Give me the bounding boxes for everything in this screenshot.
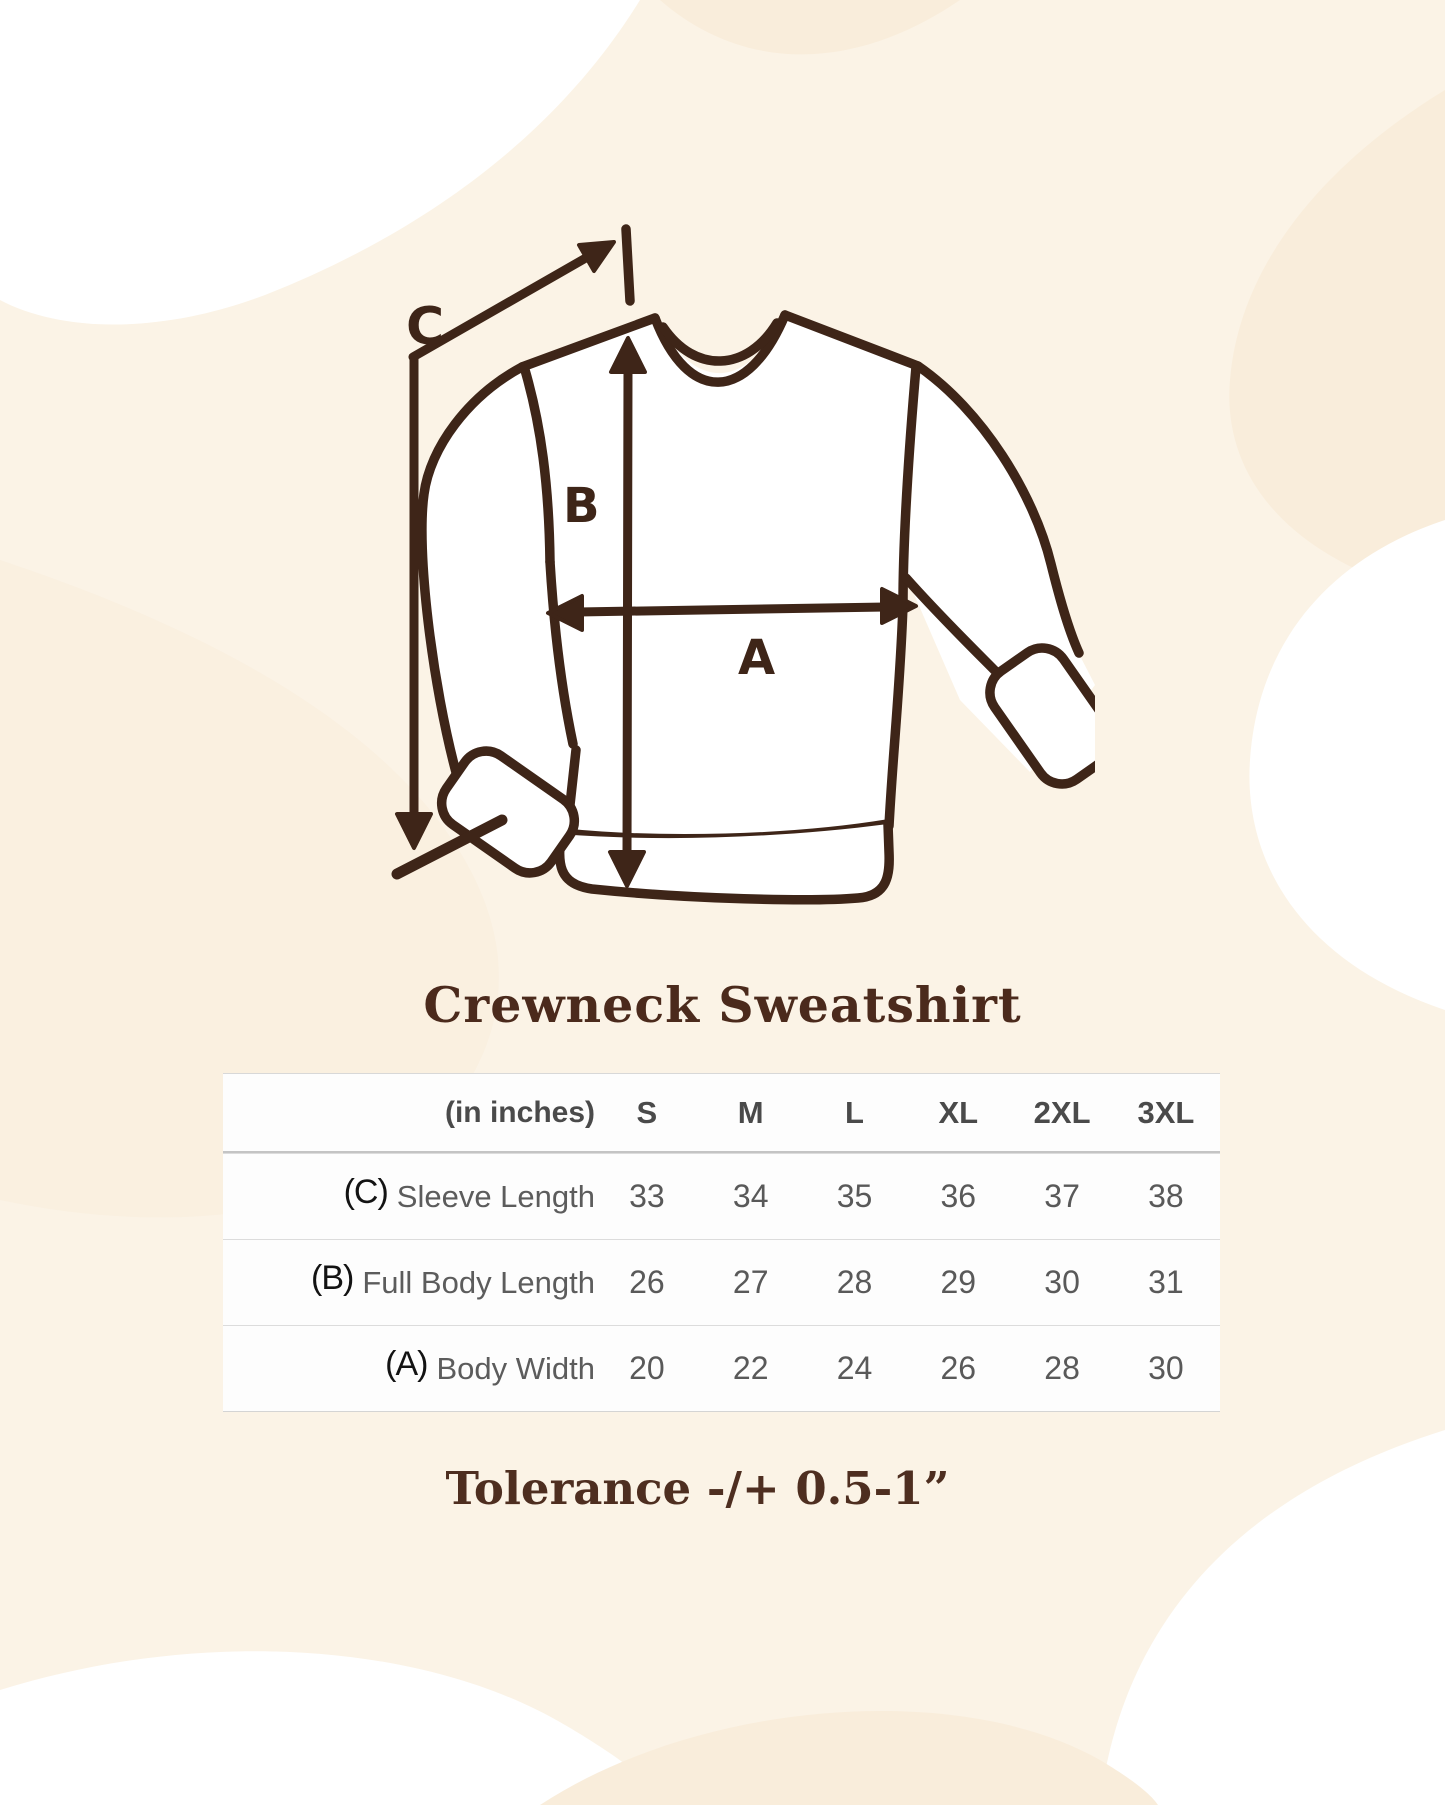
column-header-l: L (845, 1094, 864, 1130)
column-header-xl: XL (938, 1094, 979, 1130)
diagram-label-a: A (738, 630, 776, 686)
column-header-2xl: 2XL (1033, 1094, 1091, 1130)
value-cell: 37 (1044, 1178, 1080, 1214)
column-header-m: M (737, 1094, 764, 1130)
unit-label: (in inches) (444, 1095, 595, 1129)
column-header-3xl: 3XL (1137, 1094, 1195, 1130)
value-cell: 30 (1044, 1264, 1080, 1300)
row-label (223, 1259, 595, 1302)
value-cell: 33 (629, 1178, 665, 1214)
value-cell: 24 (836, 1350, 873, 1386)
column-header-s: S (636, 1094, 658, 1130)
table-row-full-body-length (223, 1239, 1220, 1325)
row-prefix: (B) (311, 1259, 354, 1297)
row-label-text: Full Body Length (362, 1264, 595, 1300)
row-label-text: Body Width (436, 1350, 595, 1386)
row-label-text: Sleeve Length (396, 1178, 595, 1214)
value-cell: 38 (1148, 1178, 1184, 1214)
row-prefix: (C) (343, 1173, 388, 1211)
diagram-label-b: B (563, 478, 600, 534)
row-label (223, 1173, 595, 1216)
value-cell: 28 (1044, 1350, 1080, 1386)
value-cell: 34 (732, 1178, 769, 1214)
tolerance-note: Tolerance -/+ 0.5-1” (445, 1462, 950, 1515)
value-cell: 20 (629, 1350, 665, 1386)
size-chart-table (223, 1073, 1220, 1412)
value-cell: 26 (629, 1264, 665, 1300)
value-cell: 28 (836, 1264, 873, 1300)
diagram-label-c: C (406, 297, 445, 357)
value-cell: 36 (940, 1178, 977, 1214)
row-prefix: (A) (385, 1345, 428, 1383)
value-cell: 27 (732, 1264, 769, 1300)
value-cell: 26 (940, 1350, 977, 1386)
value-cell: 22 (732, 1350, 769, 1386)
value-cell: 29 (940, 1264, 977, 1300)
sweatshirt-measurement-diagram (350, 210, 1095, 915)
page-title: Crewneck Sweatshirt (423, 976, 1022, 1034)
c-top-tick (626, 229, 630, 301)
row-label (223, 1345, 595, 1388)
value-cell: 31 (1148, 1264, 1184, 1300)
value-cell: 30 (1148, 1350, 1184, 1386)
size-chart-header-row (223, 1074, 1220, 1153)
table-row-sleeve-length (223, 1153, 1220, 1239)
value-cell: 35 (836, 1178, 873, 1214)
table-row-body-width (223, 1325, 1220, 1411)
